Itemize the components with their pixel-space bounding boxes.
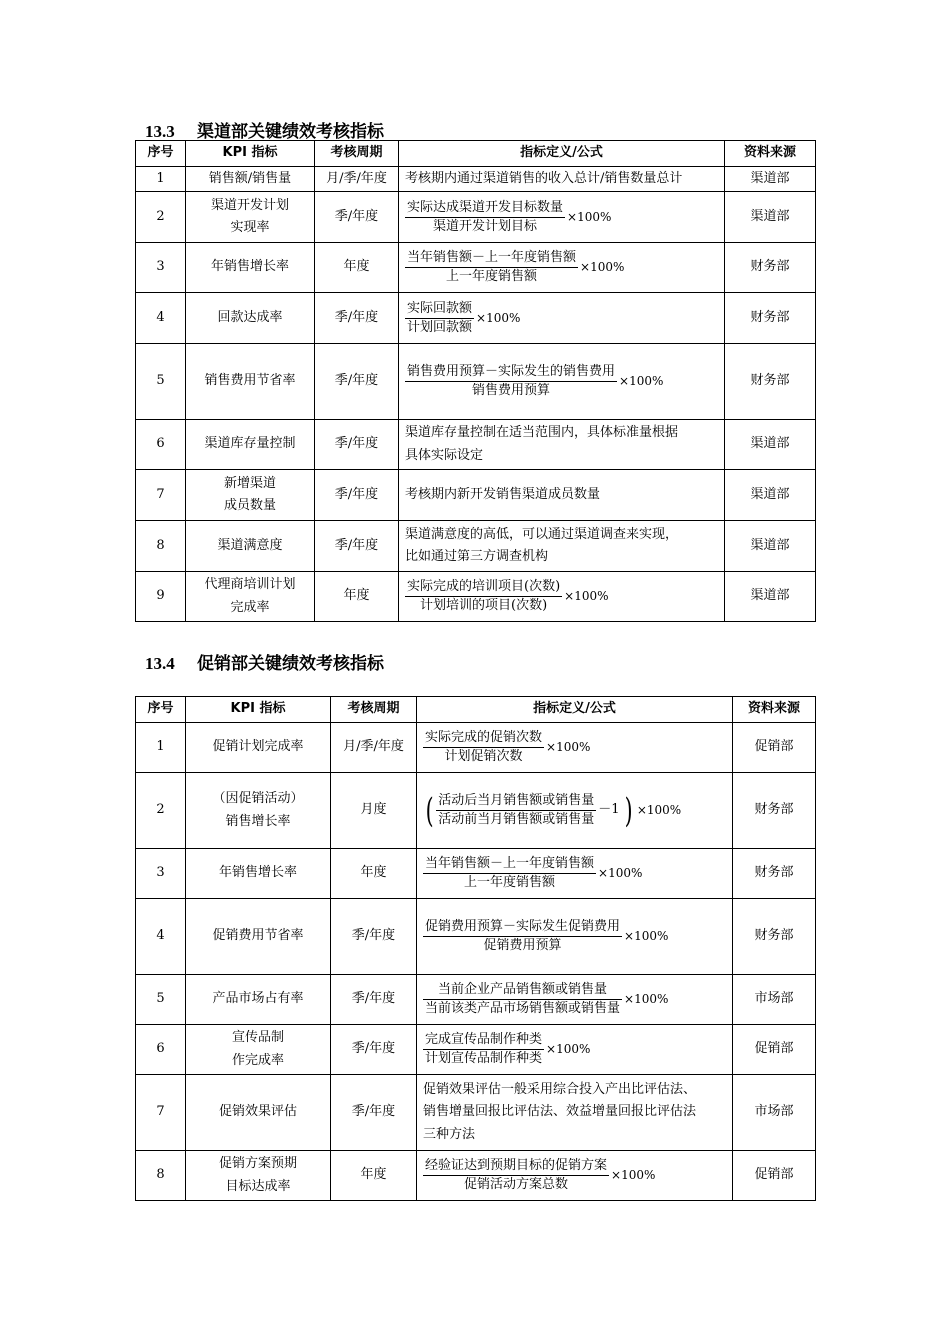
cell-definition (417, 899, 733, 975)
cell-period: 季/年度 (315, 192, 399, 243)
cell-source: 财务部 (733, 773, 816, 849)
table-row (136, 723, 816, 773)
multiplier: ×100% (598, 866, 643, 881)
header-period: 考核周期 (331, 697, 417, 723)
header-source: 资料来源 (725, 141, 816, 167)
multiplier: ×100% (611, 1168, 656, 1183)
numerator: 实际达成渠道开发目标数量 (405, 199, 565, 218)
kpi-line: 宣传品制 (231, 1030, 284, 1046)
numerator: 实际完成的培训项目(次数) (405, 578, 562, 597)
multiplier: ×100% (580, 260, 625, 275)
fraction (423, 1031, 544, 1067)
kpi-line: 代理商培训计划 (204, 577, 296, 593)
kpi-line: 完成率 (230, 599, 270, 615)
denominator: 促销费用预算 (483, 938, 562, 953)
formula (423, 919, 669, 953)
header-no: 序号 (136, 141, 186, 167)
minus-one: －1 (598, 802, 620, 818)
cell-source: 促销部 (733, 723, 816, 773)
kpi-line: 年销售增长率 (218, 865, 297, 881)
promotion-kpi-table (135, 696, 816, 1201)
header-kpi: KPI 指标 (186, 141, 315, 167)
cell-definition (417, 773, 733, 849)
cell-period: 月/季/年度 (315, 167, 399, 192)
cell-kpi (186, 849, 331, 899)
formula (423, 856, 643, 890)
cell-period: 季/年度 (315, 344, 399, 420)
kpi-line: 成员数量 (223, 498, 276, 513)
section-number: 13.3 (145, 122, 175, 141)
numerator: 活动后当月销售额或销售量 (436, 792, 596, 811)
kpi-line: （因促销活动） (212, 791, 304, 807)
numerator: 实际回款额 (405, 300, 474, 319)
table-row (136, 572, 816, 622)
cell-definition (399, 521, 725, 572)
denominator: 计划促销次数 (444, 749, 523, 764)
definition-line: 考核期内通过渠道销售的收入总计/销售数量总计 (405, 170, 683, 186)
cell-definition (399, 192, 725, 243)
kpi-line: 回款达成率 (217, 309, 283, 325)
kpi-line: 销售增长率 (225, 813, 291, 829)
cell-source: 渠道部 (725, 192, 816, 243)
fraction (423, 855, 596, 891)
cell-kpi (186, 293, 315, 344)
cell-kpi (186, 243, 315, 293)
kpi-line: 新增渠道 (223, 475, 276, 491)
header-definition: 指标定义/公式 (417, 697, 733, 723)
cell-kpi (186, 521, 315, 572)
section-number: 13.4 (145, 654, 175, 673)
table-row (136, 521, 816, 572)
numerator: 实际完成的促销次数 (423, 729, 544, 748)
cell-no: 9 (136, 572, 186, 622)
cell-kpi (186, 899, 331, 975)
kpi-line: 销售费用节省率 (204, 373, 296, 389)
cell-period: 季/年度 (331, 1075, 417, 1151)
table-row (136, 344, 816, 420)
fraction (405, 249, 578, 285)
header-definition: 指标定义/公式 (399, 141, 725, 167)
cell-kpi (186, 1025, 331, 1075)
cell-source: 市场部 (733, 1075, 816, 1151)
multiplier: ×100% (624, 929, 669, 944)
denominator: 计划宣传品制作种类 (425, 1051, 543, 1066)
multiplier: ×100% (546, 740, 591, 755)
right-paren: ) (624, 790, 633, 831)
cell-kpi (186, 572, 315, 622)
table-body (136, 723, 816, 1201)
multiplier: ×100% (476, 310, 521, 325)
multiplier: ×100% (636, 803, 682, 818)
kpi-line: 销售额/销售量 (208, 170, 292, 186)
cell-definition (399, 344, 725, 420)
cell-no: 3 (136, 243, 186, 293)
cell-no: 2 (136, 192, 186, 243)
denominator: 销售费用预算 (472, 383, 551, 398)
multiplier: ×100% (567, 209, 612, 224)
header-kpi: KPI 指标 (186, 697, 331, 723)
definition-line: 销售增量回报比评估法、效益增量回报比评估法 (423, 1104, 697, 1120)
formula (423, 790, 682, 831)
cell-kpi (186, 470, 315, 521)
cell-no: 1 (136, 167, 186, 192)
denominator: 上一年度销售额 (446, 269, 538, 284)
cell-kpi (186, 1075, 331, 1151)
cell-definition (399, 293, 725, 344)
denominator: 渠道开发计划目标 (433, 218, 538, 234)
cell-period: 年度 (315, 243, 399, 293)
table-row (136, 420, 816, 470)
cell-period: 月/季/年度 (331, 723, 417, 773)
multiplier: ×100% (564, 589, 609, 604)
cell-source: 渠道部 (725, 167, 816, 192)
numerator: 促销费用预算－实际发生促销费用 (423, 918, 622, 937)
fraction (405, 578, 562, 614)
cell-kpi (186, 344, 315, 420)
denominator: 当前该类产品市场销售额或销售量 (425, 1001, 621, 1016)
cell-definition (417, 1151, 733, 1201)
cell-kpi (186, 420, 315, 470)
fraction (423, 918, 622, 954)
cell-no: 3 (136, 849, 186, 899)
definition-line: 考核期内新开发销售渠道成员数量 (405, 486, 601, 502)
table-row (136, 1151, 816, 1201)
header-no: 序号 (136, 697, 186, 723)
cell-period: 季/年度 (331, 975, 417, 1025)
cell-no: 2 (136, 773, 186, 849)
kpi-line: 目标达成率 (225, 1178, 291, 1194)
cell-period: 季/年度 (315, 521, 399, 572)
kpi-line: 促销方案预期 (218, 1156, 297, 1172)
header-period: 考核周期 (315, 141, 399, 167)
cell-period: 年度 (331, 849, 417, 899)
fraction (423, 1157, 609, 1193)
cell-no: 4 (136, 293, 186, 344)
channel-kpi-table (135, 140, 816, 622)
section-title-text: 促销部关键绩效考核指标 (197, 654, 384, 674)
table-row (136, 243, 816, 293)
cell-period: 季/年度 (331, 899, 417, 975)
cell-no: 7 (136, 1075, 186, 1151)
formula (423, 982, 669, 1016)
cell-source: 促销部 (733, 1151, 816, 1201)
denominator: 上一年度销售额 (464, 875, 556, 890)
cell-no: 5 (136, 975, 186, 1025)
cell-definition (399, 470, 725, 521)
numerator: 当年销售额－上一年度销售额 (423, 855, 596, 874)
cell-no: 1 (136, 723, 186, 773)
cell-period: 季/年度 (331, 1025, 417, 1075)
cell-kpi (186, 1151, 331, 1201)
multiplier: ×100% (619, 374, 664, 389)
denominator: 促销活动方案总数 (464, 1177, 569, 1192)
left-paren: ( (425, 790, 434, 831)
formula (405, 579, 609, 613)
definition-line: 比如通过第三方调查机构 (405, 549, 549, 564)
definition-line: 渠道库存量控制在适当范围内，具体标准量根据 (405, 425, 679, 441)
kpi-line: 促销效果评估 (218, 1104, 297, 1120)
cell-definition (399, 243, 725, 293)
cell-period: 季/年度 (315, 470, 399, 521)
table-row (136, 167, 816, 192)
table-row (136, 293, 816, 344)
cell-kpi (186, 723, 331, 773)
numerator: 完成宣传品制作种类 (423, 1031, 544, 1050)
table-row (136, 773, 816, 849)
cell-source: 市场部 (733, 975, 816, 1025)
table-row (136, 470, 816, 521)
formula (405, 364, 664, 398)
kpi-line: 实现率 (230, 220, 270, 235)
table-header-row (136, 697, 816, 723)
cell-kpi (186, 975, 331, 1025)
fraction (423, 981, 622, 1017)
kpi-line: 作完成率 (231, 1052, 284, 1068)
fraction (405, 300, 474, 336)
cell-definition (399, 572, 725, 622)
cell-source: 渠道部 (725, 470, 816, 521)
definition-line: 渠道满意度的高低，可以通过渠道调查来实现， (405, 526, 679, 542)
fraction (436, 792, 596, 828)
numerator: 销售费用预算－实际发生的销售费用 (405, 363, 617, 382)
cell-source: 财务部 (725, 243, 816, 293)
table-row (136, 899, 816, 975)
kpi-line: 渠道库存量控制 (204, 436, 296, 452)
cell-source: 财务部 (733, 849, 816, 899)
denominator: 活动前当月销售额或销售量 (438, 812, 595, 827)
cell-no: 6 (136, 420, 186, 470)
formula (405, 250, 625, 284)
formula (423, 730, 591, 764)
cell-kpi (186, 167, 315, 192)
numerator: 当前企业产品销售额或销售量 (423, 981, 622, 1000)
kpi-line: 渠道开发计划 (210, 197, 289, 213)
kpi-line: 渠道满意度 (217, 537, 283, 553)
cell-period: 年度 (315, 572, 399, 622)
table-row (136, 975, 816, 1025)
header-source: 资料来源 (733, 697, 816, 723)
formula (405, 300, 521, 335)
formula (423, 1032, 591, 1066)
table-row (136, 1075, 816, 1151)
cell-no: 6 (136, 1025, 186, 1075)
table-row (136, 192, 816, 243)
section-13-4-title (145, 649, 384, 674)
denominator: 计划回款额 (407, 319, 473, 335)
formula (405, 199, 612, 234)
numerator: 当年销售额－上一年度销售额 (405, 249, 578, 268)
multiplier: ×100% (546, 1042, 591, 1057)
cell-source: 财务部 (733, 899, 816, 975)
cell-definition (399, 420, 725, 470)
cell-source: 渠道部 (725, 521, 816, 572)
cell-definition (417, 723, 733, 773)
cell-source: 渠道部 (725, 420, 816, 470)
cell-definition (417, 849, 733, 899)
cell-source: 促销部 (733, 1025, 816, 1075)
cell-period: 季/年度 (315, 420, 399, 470)
formula (423, 1158, 656, 1192)
fraction (405, 199, 565, 235)
kpi-line: 促销费用节省率 (212, 928, 304, 944)
cell-definition (417, 975, 733, 1025)
cell-source: 渠道部 (725, 572, 816, 622)
cell-no: 8 (136, 1151, 186, 1201)
cell-definition (399, 167, 725, 192)
definition-line: 促销效果评估一般采用综合投入产出比评估法、 (423, 1082, 697, 1098)
section-title-text: 渠道部关键绩效考核指标 (197, 122, 384, 142)
table-header-row (136, 141, 816, 167)
cell-definition (417, 1075, 733, 1151)
cell-no: 5 (136, 344, 186, 420)
table-row (136, 849, 816, 899)
table-body (136, 167, 816, 622)
cell-period: 月度 (331, 773, 417, 849)
fraction (405, 363, 617, 399)
cell-source: 财务部 (725, 293, 816, 344)
denominator: 计划培训的项目(次数) (420, 598, 548, 613)
fraction (423, 729, 544, 765)
section-13-3-title (145, 117, 384, 142)
cell-period: 季/年度 (315, 293, 399, 344)
cell-kpi (186, 192, 315, 243)
table-row (136, 1025, 816, 1075)
definition-line: 三种方法 (423, 1126, 476, 1142)
cell-no: 8 (136, 521, 186, 572)
definition-line: 具体实际设定 (405, 447, 484, 463)
cell-source: 财务部 (725, 344, 816, 420)
cell-definition (417, 1025, 733, 1075)
cell-period: 年度 (331, 1151, 417, 1201)
cell-kpi (186, 773, 331, 849)
kpi-line: 产品市场占有率 (212, 991, 304, 1007)
numerator: 经验证达到预期目标的促销方案 (423, 1157, 609, 1176)
cell-no: 4 (136, 899, 186, 975)
kpi-line: 年销售增长率 (210, 259, 289, 275)
multiplier: ×100% (624, 992, 669, 1007)
kpi-line: 促销计划完成率 (212, 739, 304, 755)
cell-no: 7 (136, 470, 186, 521)
